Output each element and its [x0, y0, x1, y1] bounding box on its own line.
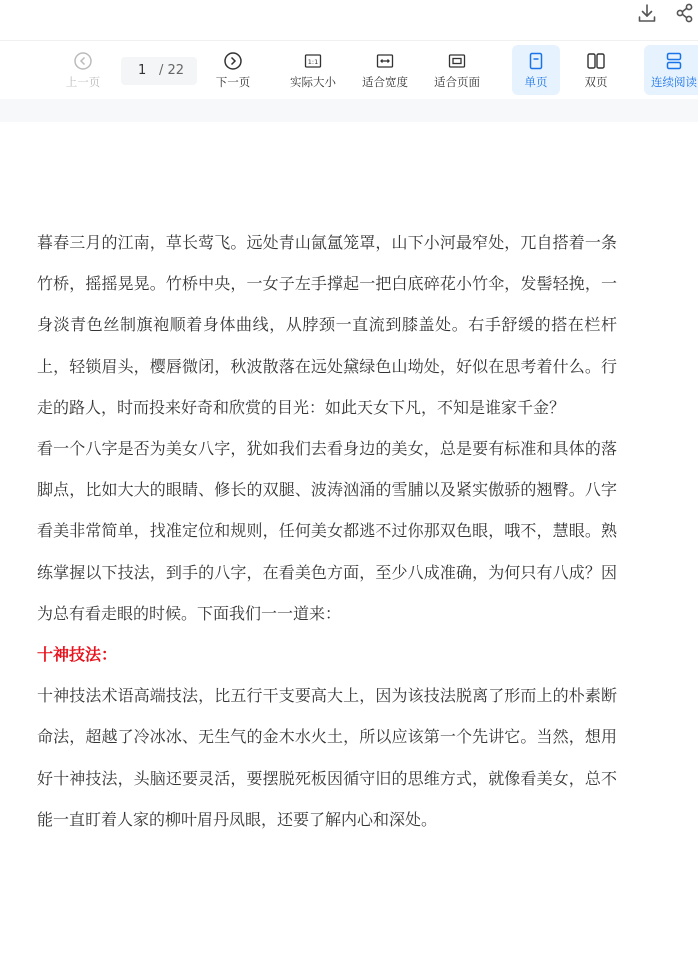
fit-width-icon: [375, 51, 395, 71]
fit-width-button[interactable]: [356, 45, 414, 95]
svg-text:1:1: 1:1: [307, 58, 319, 66]
continuous-read-label: 连续阅读: [651, 75, 697, 89]
share-icon[interactable]: [674, 2, 696, 24]
single-page-icon: [526, 51, 546, 71]
double-page-label: 双页: [584, 75, 608, 89]
fit-width-label: 适合宽度: [362, 75, 408, 89]
actual-size-button[interactable]: [284, 45, 342, 95]
toolbar-separator-band: [0, 99, 698, 122]
download-icon[interactable]: [636, 2, 658, 24]
single-page-label: 单页: [524, 75, 548, 89]
fit-page-label: 适合页面: [434, 75, 480, 89]
double-page-icon: [586, 51, 606, 71]
continuous-read-button[interactable]: [644, 45, 698, 95]
chevron-left-icon: [73, 51, 93, 71]
prev-page-label: 上一页: [65, 75, 101, 89]
chevron-right-icon: [223, 51, 243, 71]
page-total: / 22: [159, 63, 185, 78]
prev-page-button[interactable]: [60, 45, 106, 95]
next-page-button[interactable]: [210, 45, 256, 95]
actual-size-icon: [303, 51, 323, 71]
next-page-label: 下一页: [215, 75, 251, 89]
document-page: [37, 222, 617, 840]
page-current-input[interactable]: 1: [138, 63, 147, 78]
top-bar: [0, 0, 698, 40]
viewer-toolbar: [0, 40, 698, 99]
actual-size-label: 实际大小: [290, 75, 336, 89]
double-page-button[interactable]: [572, 45, 620, 95]
paragraph-1: 暮春三月的江南，草长莺飞。远处青山氤氲笼罩，山下小河最窄处，兀自搭着一条竹桥，摇摇晃晃。竹桥中央，一女子左手撑起一把白底碎花小竹伞，发髻轻挽，一身淡青色丝制旗袍顺着身体曲线，从脖颈一直流到膝盖处。右手舒缓的搭在栏杆上，轻锁眉头，樱唇微闭，秋波散落在远处黛绿色山坳处，好似在思考着什么。行走的路人，时而投来好奇和欣赏的目光：如此天女下凡，不知是谁家千金？: [37, 233, 617, 417]
fit-page-button[interactable]: [428, 45, 486, 95]
single-page-button[interactable]: [512, 45, 560, 95]
paragraph-3: 十神技法术语高端技法，比五行干支要高大上，因为该技法脱离了形而上的朴素断命法，超越了冷冰冰、无生气的金木水火土，所以应该第一个先讲它。当然，想用好十神技法，头脑还要灵活，要摆脱死板因循守旧的思维方式，就像看美女，总不能一直盯着人家的柳叶眉丹凤眼，还要了解内心和深处。: [37, 686, 617, 829]
page-indicator[interactable]: [121, 57, 197, 85]
section-heading: 十神技法：: [37, 645, 118, 665]
paragraph-2: 看一个八字是否为美女八字，犹如我们去看身边的美女，总是要有标准和具体的落脚点，比如大大的眼睛、修长的双腿、波涛汹涌的雪脯以及紧实傲骄的翘臀。八字看美非常简单，找准定位和规则，任何美女都逃不过你那双色眼，哦不，慧眼。熟练掌握以下技法，到手的八字，在看美色方面，至少八成准确，为何只有八成？因为总有看走眼的时候。下面我们一一道来：: [37, 439, 617, 623]
fit-page-icon: [447, 51, 467, 71]
continuous-read-icon: [664, 51, 684, 71]
